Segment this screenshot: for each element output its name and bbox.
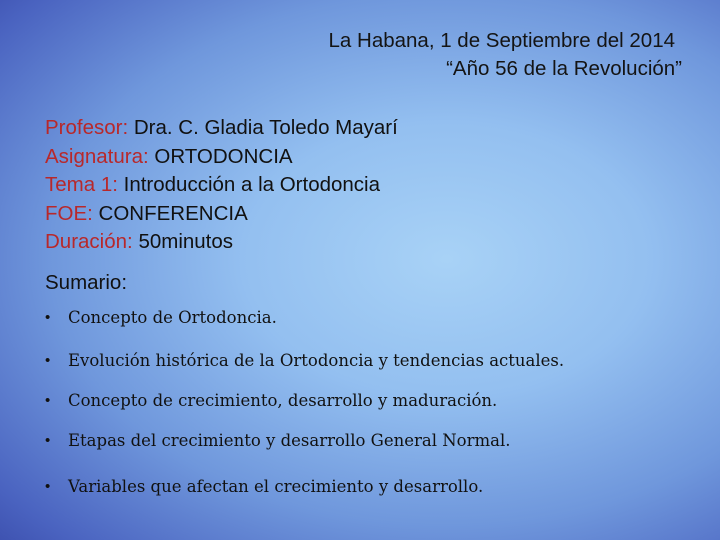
info-value: Dra. C. Gladia Toledo Mayarí [128,116,398,139]
list-item-text: Variables que afectan el crecimiento y desarrollo. [68,477,484,496]
list-item-text: Evolución histórica de la Ortodoncia y tendencias actuales. [68,351,565,370]
list-item-text: Concepto de Ortodoncia. [68,308,277,327]
info-value: CONFERENCIA [92,201,248,225]
list-item [45,390,564,412]
info-label: Asignatura: [45,144,149,168]
list-item [45,430,564,452]
list-item [45,350,564,372]
info-label: FOE: [45,201,93,225]
bullet-icon: • [45,309,51,326]
sumario-title: Sumario: [45,271,128,294]
info-label: Tema 1: [45,173,118,197]
info-row-tema [45,171,398,200]
info-value: 50minutos [132,230,234,254]
course-info [45,114,398,257]
date-line: La Habana, 1 de Septiembre del 2014 [328,29,675,52]
info-row-duracion [45,228,398,257]
list-item-text: Concepto de crecimiento, desarrollo y maduración. [68,391,498,410]
bullet-icon: • [45,392,51,409]
info-label: Profesor: [45,116,129,139]
info-row-foe [45,200,398,229]
info-value: ORTODONCIA [148,144,293,168]
info-value: Introducción a la Ortodoncia [117,173,381,197]
sumario-list [45,307,564,498]
list-item-text: Etapas del crecimiento y desarrollo General Normal. [68,431,511,450]
list-item [45,476,564,498]
info-row-asignatura [45,143,398,172]
list-item [45,307,564,329]
year-motto-line: “Año 56 de la Revolución” [446,57,682,80]
info-row-profesor [45,114,398,143]
info-label: Duración: [45,230,133,254]
bullet-icon: • [45,352,51,369]
bullet-icon: • [45,478,51,495]
slide-header [329,27,682,83]
bullet-icon: • [45,432,51,449]
